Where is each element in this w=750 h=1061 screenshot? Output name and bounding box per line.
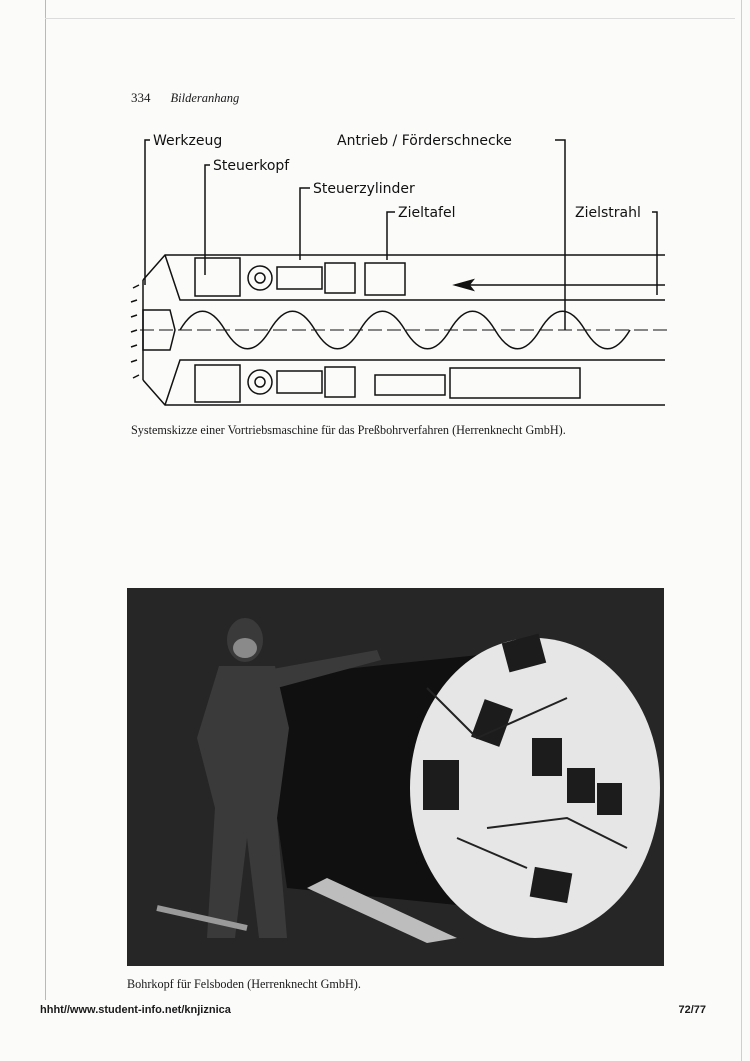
label-zielstrahl: Zielstrahl [575, 205, 641, 221]
footer-page-count: 72/77 [678, 1004, 706, 1016]
section-title: Bilderanhang [170, 91, 240, 105]
machine-diagram [125, 120, 670, 420]
running-head [131, 90, 239, 106]
page-footer [40, 1004, 706, 1016]
page-number: 334 [131, 90, 151, 105]
scan-edge-top [45, 18, 735, 19]
label-werkzeug: Werkzeug [153, 133, 223, 149]
diagram-caption: Systemskizze einer Vortriebsmaschine für das Preßbohrverfahren (Herrenknecht GmbH). [131, 423, 566, 437]
leader-antrieb [555, 140, 565, 330]
footer-url: hhht//www.student-info.net/knjiznica [40, 1004, 231, 1016]
boring-head-photo [127, 588, 664, 966]
label-antrieb: Antrieb / Förderschnecke [337, 133, 512, 149]
scan-edge-right [741, 0, 742, 1061]
photo-caption: Bohrkopf für Felsboden (Herrenknecht GmbH). [127, 977, 361, 991]
label-steuerzylinder: Steuerzylinder [313, 181, 415, 197]
leader-werkzeug [145, 140, 150, 285]
scan-edge-left [45, 0, 46, 1000]
label-zieltafel: Zieltafel [398, 205, 456, 221]
leader-steuerzylinder [300, 188, 310, 260]
leader-zielstrahl [652, 212, 657, 295]
leader-zieltafel [387, 212, 395, 260]
label-steuerkopf: Steuerkopf [213, 158, 290, 174]
